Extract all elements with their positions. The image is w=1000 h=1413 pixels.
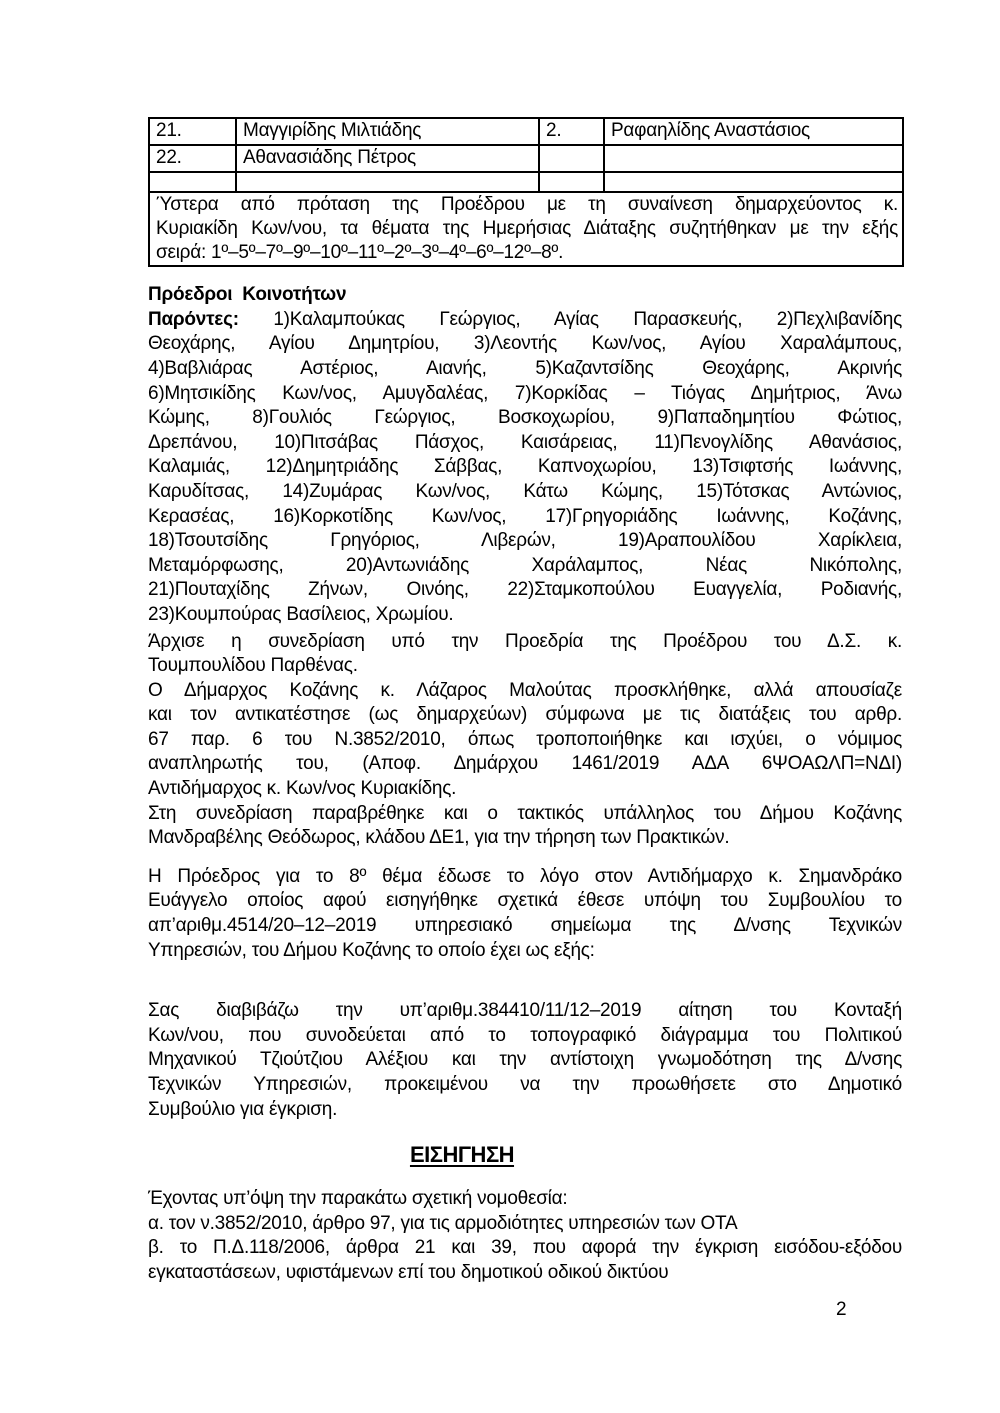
text-line: Συμβούλιο για έγκριση. [148, 1098, 338, 1120]
text-line: Κώμης, 8)Γουλιός Γεώργιος, Βοσκοχωρίου, 9)Παπαδημητίου Φώτιος, [148, 407, 902, 429]
table-row [149, 118, 903, 145]
table-row [149, 145, 903, 172]
eisigisi-heading: ΕΙΣΗΓΗΣΗ [409, 1142, 515, 1168]
text-line: Αντιδήμαρχος κ. Κων/νος Κυριακίδης. [148, 778, 457, 800]
text-line: 21)Πουταχίδης Ζήνων, Οινόης, 22)Σταμκοπούλου Ευαγγελία, Ροδιανής, [148, 579, 902, 601]
session-order-note [149, 192, 903, 267]
member-index-cell [539, 172, 604, 192]
member-name-cell [604, 172, 903, 192]
text-line: Τεχνικών Υπηρεσιών, προκειμένου να την προωθήσετε στο Δημοτικό [148, 1074, 902, 1096]
member-index-cell [539, 145, 604, 172]
attendees-table [148, 117, 904, 267]
text-line: Μεταμόρφωσης, 20)Αντωνιάδης Χαράλαμπος, Νέας Νικόπολης, [148, 554, 902, 576]
text-line: Καλαμιάς, 12)Δημητριάδης Σάββας, Καπνοχωρίου, 13)Τσιφτσής Ιωάννης, [148, 456, 902, 478]
text-line: Καρυδίτσας, 14)Ζυμάρας Κων/νος, Κάτω Κώμης, 15)Τότσκας Αντώνιος, [148, 480, 902, 502]
text-line: Κερασέας, 16)Κορκοτίδης Κων/νος, 17)Γρηγοριάδης Ιωάννης, Κοζάνης, [148, 505, 902, 527]
text-line: Κυριακίδη Κων/νου, τα θέματα της Ημερήσιας Διάταξης συζητήθηκαν με την εξής [156, 217, 898, 239]
text-line: σειρά: 1º–5º–7º–9º–10º–11º–2º–3º–4º–6º–12º–8º. [156, 242, 564, 263]
text-line: αναπληρωτής του, (Αποφ. Δημάρχου 1461/2019 ΑΔΑ 6ΨΟΑΩΛΠ=ΝΔΙ) [148, 753, 902, 775]
member-name-cell: Ραφαηλίδης Αναστάσιος [604, 118, 903, 145]
text-line: Σας διαβιβάζω την υπ’αριθμ.384410/11/12–2019 αίτηση του Κονταξή [148, 1000, 902, 1022]
text-line: Έχοντας υπ’όψη την παρακάτω σχετική νομοθεσία: [148, 1188, 568, 1210]
forwarding-paragraph [148, 999, 902, 1122]
eisigisi-heading-wrap [148, 1141, 776, 1171]
text-line: Στη συνεδρίαση παραβρέθηκε και ο τακτικός υπάλληλος του Δήμου Κοζάνης [148, 802, 902, 824]
text-line: Θεοχάρης, Αγίου Δημητρίου, 3)Λεοντής Κων/νος, Αγίου Χαραλάμπους, [148, 333, 902, 355]
text-line: Ευάγγελο οποίος αφού εισηγήθηκε σχετικά έθεσε υπόψη του Συμβουλίου το [148, 890, 902, 912]
table-row [149, 172, 903, 192]
text-line: Ύστερα από πρόταση της Προέδρου με τη συναίνεση δημαρχεύοντος κ. [156, 193, 898, 215]
member-index-cell [149, 172, 236, 192]
text-line: Ο Δήμαρχος Κοζάνης κ. Λάζαρος Μαλούτας προσκλήθηκε, αλλά απουσίαζε [148, 679, 902, 701]
text-line: 67 παρ. 6 του Ν.3852/2010, όπως τροποποιήθηκε και ισχύει, ο νόμιμος [148, 728, 902, 750]
document-content [148, 117, 902, 1286]
page-number: 2 [836, 1299, 847, 1320]
presidents-heading: Πρόεδροι Κοινοτήτων [148, 284, 347, 306]
text-line: Μανδραβέλης Θεόδωρος, κλάδου ΔΕ1, για την τήρηση των Πρακτικών. [148, 827, 730, 849]
member-index-cell: 22. [149, 145, 236, 172]
text-line: Υπηρεσιών, του Δήμου Κοζάνης το οποίο έχει ως εξής: [148, 939, 595, 961]
session-opening-paragraph [148, 630, 902, 851]
text-line: Μηχανικού Τζιούτζιου Αλέξιου και την αντίστοιχη γνωμοδότηση της Δ/νσης [148, 1049, 902, 1071]
text-line: Δρεπάνου, 10)Πιτσάβας Πάσχος, Καισάρειας, 11)Πενογλίδης Αθανάσιος, [148, 431, 902, 453]
member-name-cell: Μαγγιρίδης Μιλτιάδης [236, 118, 539, 145]
text-line: β. το Π.Δ.118/2006, άρθρα 21 και 39, που αφορά την έγκριση εισόδου-εξόδου [148, 1237, 902, 1259]
member-name-cell: Αθανασιάδης Πέτρος [236, 145, 539, 172]
present-members-paragraph [148, 308, 902, 628]
member-index-cell: 21. [149, 118, 236, 145]
text-line: Άρχισε η συνεδρίαση υπό την Προεδρία της Προέδρου του Δ.Σ. κ. [148, 630, 902, 652]
member-name-cell [604, 145, 903, 172]
legislation-paragraph [148, 1187, 902, 1285]
table-row [149, 192, 903, 267]
member-name-cell [236, 172, 539, 192]
bold-lead-label: Παρόντες: [148, 308, 239, 330]
text-line: 6)Μητσικίδης Κων/νος, Αμυγδαλέας, 7)Κορκίδας – Τιόγας Δημήτριος, Άνω [148, 382, 902, 404]
floor-given-paragraph [148, 865, 902, 963]
text-line: και τον αντικατέστησε (ως δημαρχεύων) σύμφωνα με τις διατάξεις του αρθρ. [148, 704, 902, 726]
text-line: εγκαταστάσεων, υφιστάμενων επί του δημοτικού οδικού δικτύου [148, 1261, 669, 1283]
member-index-cell: 2. [539, 118, 604, 145]
text-line: α. τον ν.3852/2010, άρθρο 97, για τις αρμοδιότητες υπηρεσιών των ΟΤΑ [148, 1212, 738, 1234]
text-line: 23)Κουμπούρας Βασίλειος, Χρωμίου. [148, 603, 454, 625]
text-line: 4)Βαβλιάρας Αστέριος, Αιανής, 5)Καζαντσίδης Θεοχάρης, Ακρινής [148, 357, 902, 379]
text-line: Παρόντες: 1)Καλαμπούκας Γεώργιος, Αγίας Παρασκευής, 2)Πεχλιβανίδης [148, 308, 902, 330]
text-line: Η Πρόεδρος για το 8º θέμα έδωσε το λόγο στον Αντιδήμαρχο κ. Σημανδράκο [148, 865, 902, 887]
text-line: Τουμπουλίδου Παρθένας. [148, 655, 358, 677]
text-line: Κων/νου, που συνοδεύεται από το τοπογραφικό διάγραμμα του Πολιτικού [148, 1024, 902, 1046]
text-line: απ’αριθμ.4514/20–12–2019 υπηρεσιακό σημείωμα της Δ/νσης Τεχνικών [148, 915, 902, 937]
text-line: 18)Τσουτσίδης Γρηγόριος, Λιβερών, 19)Αραπουλίδου Χαρίκλεια, [148, 530, 902, 552]
